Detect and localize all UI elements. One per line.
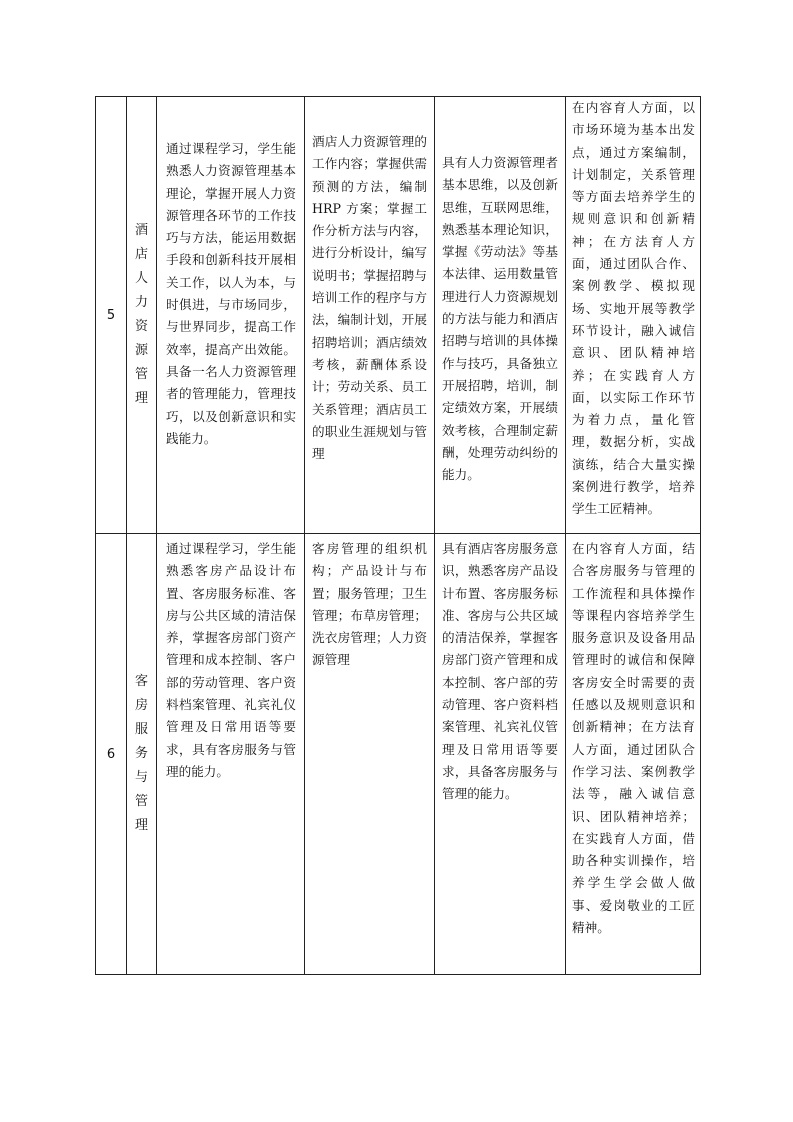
course-content: 酒店人力资源管理的工作内容；掌握供需预测的方法，编制 HRP 方案；掌握工作分析方法与内容，进行分析设计，编写说明书；掌握招聘与培训工作的程序与方法，编制计划，开展招聘培训；酒店绩效考核，薪酬体系设计；劳动关系、员工关系管理；酒店员工的职业生涯规划与管理 (312, 134, 427, 462)
course-ideology: 在内容育人方面，结合客房服务与管理的工作流程和具体操作等课程内容培养学生服务意识及设备用品管理时的诚信和保障客房安全时需要的责任感以及规则意识和创新精神；在方法育人方面，通过团队合作学习法、案例教学法等，融入诚信意识、团队精神培养；在实践育人方面，借助各种实训操作，培养学生学会做人做事、爱岗敬业的工匠精神。 (572, 541, 695, 936)
row-number: 5 (96, 97, 127, 534)
table-row (96, 534, 701, 975)
course-name: 客房服务与管理 (134, 674, 148, 833)
course-ideology-cell (566, 97, 701, 534)
course-ideology: 在内容育人方面，以市场环境为基本出发点，通过方案编制，计划制定，关系管理等方面去培养学生的规则意识和创新精神；在方法育人方面，通过团队合作、案例教学、模拟现场、实地开展等教学环节设计，融入诚信意识、团队精神培养；在实践育人方面，以实际工作环节为着力点，量化管理，数据分析，实战演练，结合大量实操案例进行教学，培养学生工匠精神。 (572, 100, 695, 517)
course-goal-cell (157, 97, 305, 534)
course-content-cell (305, 534, 435, 975)
course-ability: 具有人力资源管理者基本思维，以及创新思维，互联网思维，熟悉基本理论知识，掌握《劳动法》等基本法律、运用数量管理进行人力资源规划的方法与能力和酒店招聘与培训的具体操作与技巧，具备独立开展招聘，培训，制定绩效方案，开展绩效考核，合理制定薪酬，处理劳动纠纷的能力。 (442, 155, 558, 483)
course-goal: 通过课程学习，学生能熟悉客房产品设计布置、客房服务标准、客房与公共区域的清洁保养，掌握客房部门资产管理和成本控制、客户部的劳动管理、客户资料档案管理、礼宾礼仪管理及日常用语等要求，具有客房服务与管理的能力。 (166, 541, 296, 779)
row-number: 6 (96, 534, 127, 975)
course-content: 客房管理的组织机构；产品设计与布置；服务管理；卫生管理；布草房管理；洗衣房管理；人力资源管理 (312, 541, 427, 668)
course-ability-cell (435, 534, 566, 975)
table-row (96, 97, 701, 534)
course-content-cell (305, 97, 435, 534)
course-table (95, 96, 701, 975)
course-goal: 通过课程学习，学生能熟悉人力资源管理基本理论，掌握开展人力资源管理各环节的工作技巧与方法，能运用数据手段和创新科技开展相关工作，以人为本，与时俱进，与市场同步，与世界同步，提高工作效率，提高产出效能。具备一名人力资源管理者的管理能力，管理技巧，以及创新意识和实践能力。 (166, 141, 296, 446)
course-ideology-cell (566, 534, 701, 975)
course-name-cell (127, 97, 157, 534)
course-ability-cell (435, 97, 566, 534)
course-goal-cell (157, 534, 305, 975)
course-name: 酒店人力资源管理 (134, 223, 148, 406)
course-ability: 具有酒店客房服务意识，熟悉客房产品设计布置、客房服务标准、客房与公共区域的清洁保养，掌握客房部门资产管理和成本控制、客户部的劳动管理、客户资料档案管理、礼宾礼仪管理及日常用语等要求，具备客房服务与管理的能力。 (442, 541, 558, 802)
course-name-cell (127, 534, 157, 975)
